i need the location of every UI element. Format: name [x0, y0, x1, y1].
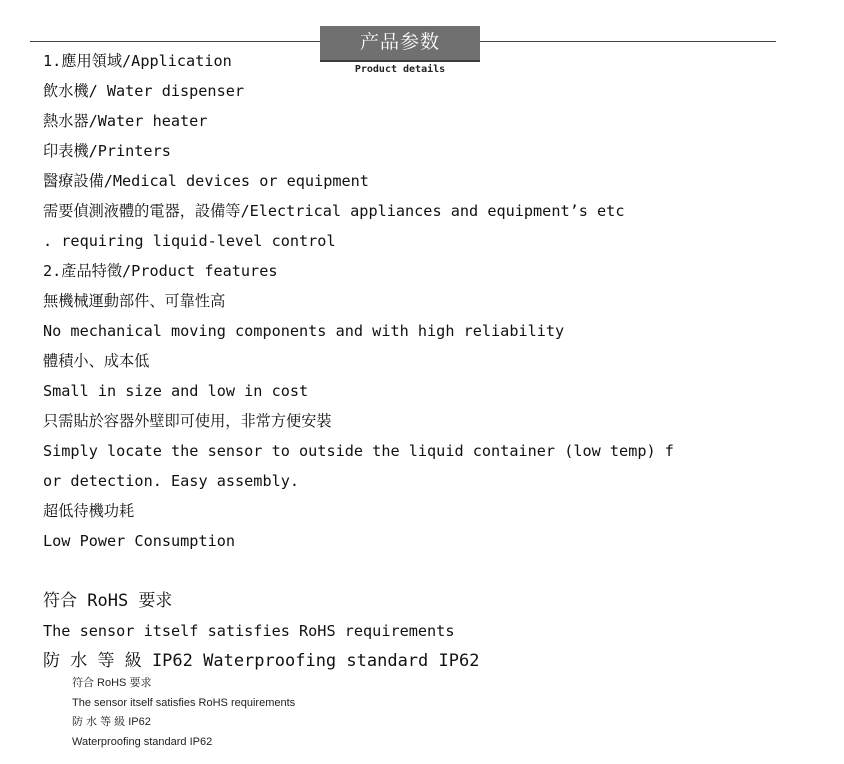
text-line-spacer	[43, 556, 674, 586]
text-line-printers: 印表機/Printers	[43, 142, 171, 160]
small-line-rohs-zh: 符合 RoHS 要求	[72, 677, 152, 689]
small-line-ip62-en: Waterproofing standard IP62	[72, 735, 213, 748]
text-line-size-cost-en: Small in size and low in cost	[43, 382, 309, 400]
text-line-rohs-zh: 符合 RoHS 要求	[43, 591, 173, 611]
text-line-water-heater: 熱水器/Water heater	[43, 112, 208, 130]
text-line-size-cost-zh: 體積小、成本低	[43, 352, 150, 370]
text-line-installation-zh: 只需貼於容器外壁即可使用，非常方便安裝	[43, 412, 332, 430]
text-line-liquid-level-control: . requiring liquid-level control	[43, 232, 336, 250]
text-line-features-heading: 2.產品特徵/Product features	[43, 262, 278, 280]
text-line-medical-devices: 醫療設備/Medical devices or equipment	[43, 172, 369, 190]
text-line-power-en: Low Power Consumption	[43, 532, 236, 550]
text-line-reliability-zh: 無機械運動部件、可靠性高	[43, 292, 226, 310]
text-line-power-zh: 超低待機功耗	[43, 502, 135, 520]
text-line-rohs-en: The sensor itself satisfies RoHS requirements	[43, 622, 455, 640]
spec-text-block	[43, 46, 674, 676]
text-line-installation-en-1: Simply locate the sensor to outside the liquid container (low temp) f	[43, 442, 674, 460]
text-line-reliability-en: No mechanical moving components and with high reliability	[43, 322, 565, 340]
small-line-ip62-zh: 防 水 等 級 IP62	[72, 716, 151, 728]
text-line-water-dispenser: 飲水機/ Water dispenser	[43, 82, 245, 100]
banner-subtitle: Product details	[354, 64, 446, 75]
text-line-electrical-appliances: 需要偵測液體的電器，設備等/Electrical appliances and equipment’s etc	[43, 202, 625, 220]
text-line-installation-en-2: or detection. Easy assembly.	[43, 472, 300, 490]
small-line-rohs-en: The sensor itself satisfies RoHS requirements	[72, 696, 296, 709]
text-line-application-heading: 1.應用領域/Application	[43, 52, 232, 70]
banner-title: 产品参数	[359, 31, 440, 53]
text-line-ip62: 防 水 等 級 IP62 Waterproofing standard IP62	[43, 651, 480, 671]
small-print-block	[72, 674, 295, 752]
